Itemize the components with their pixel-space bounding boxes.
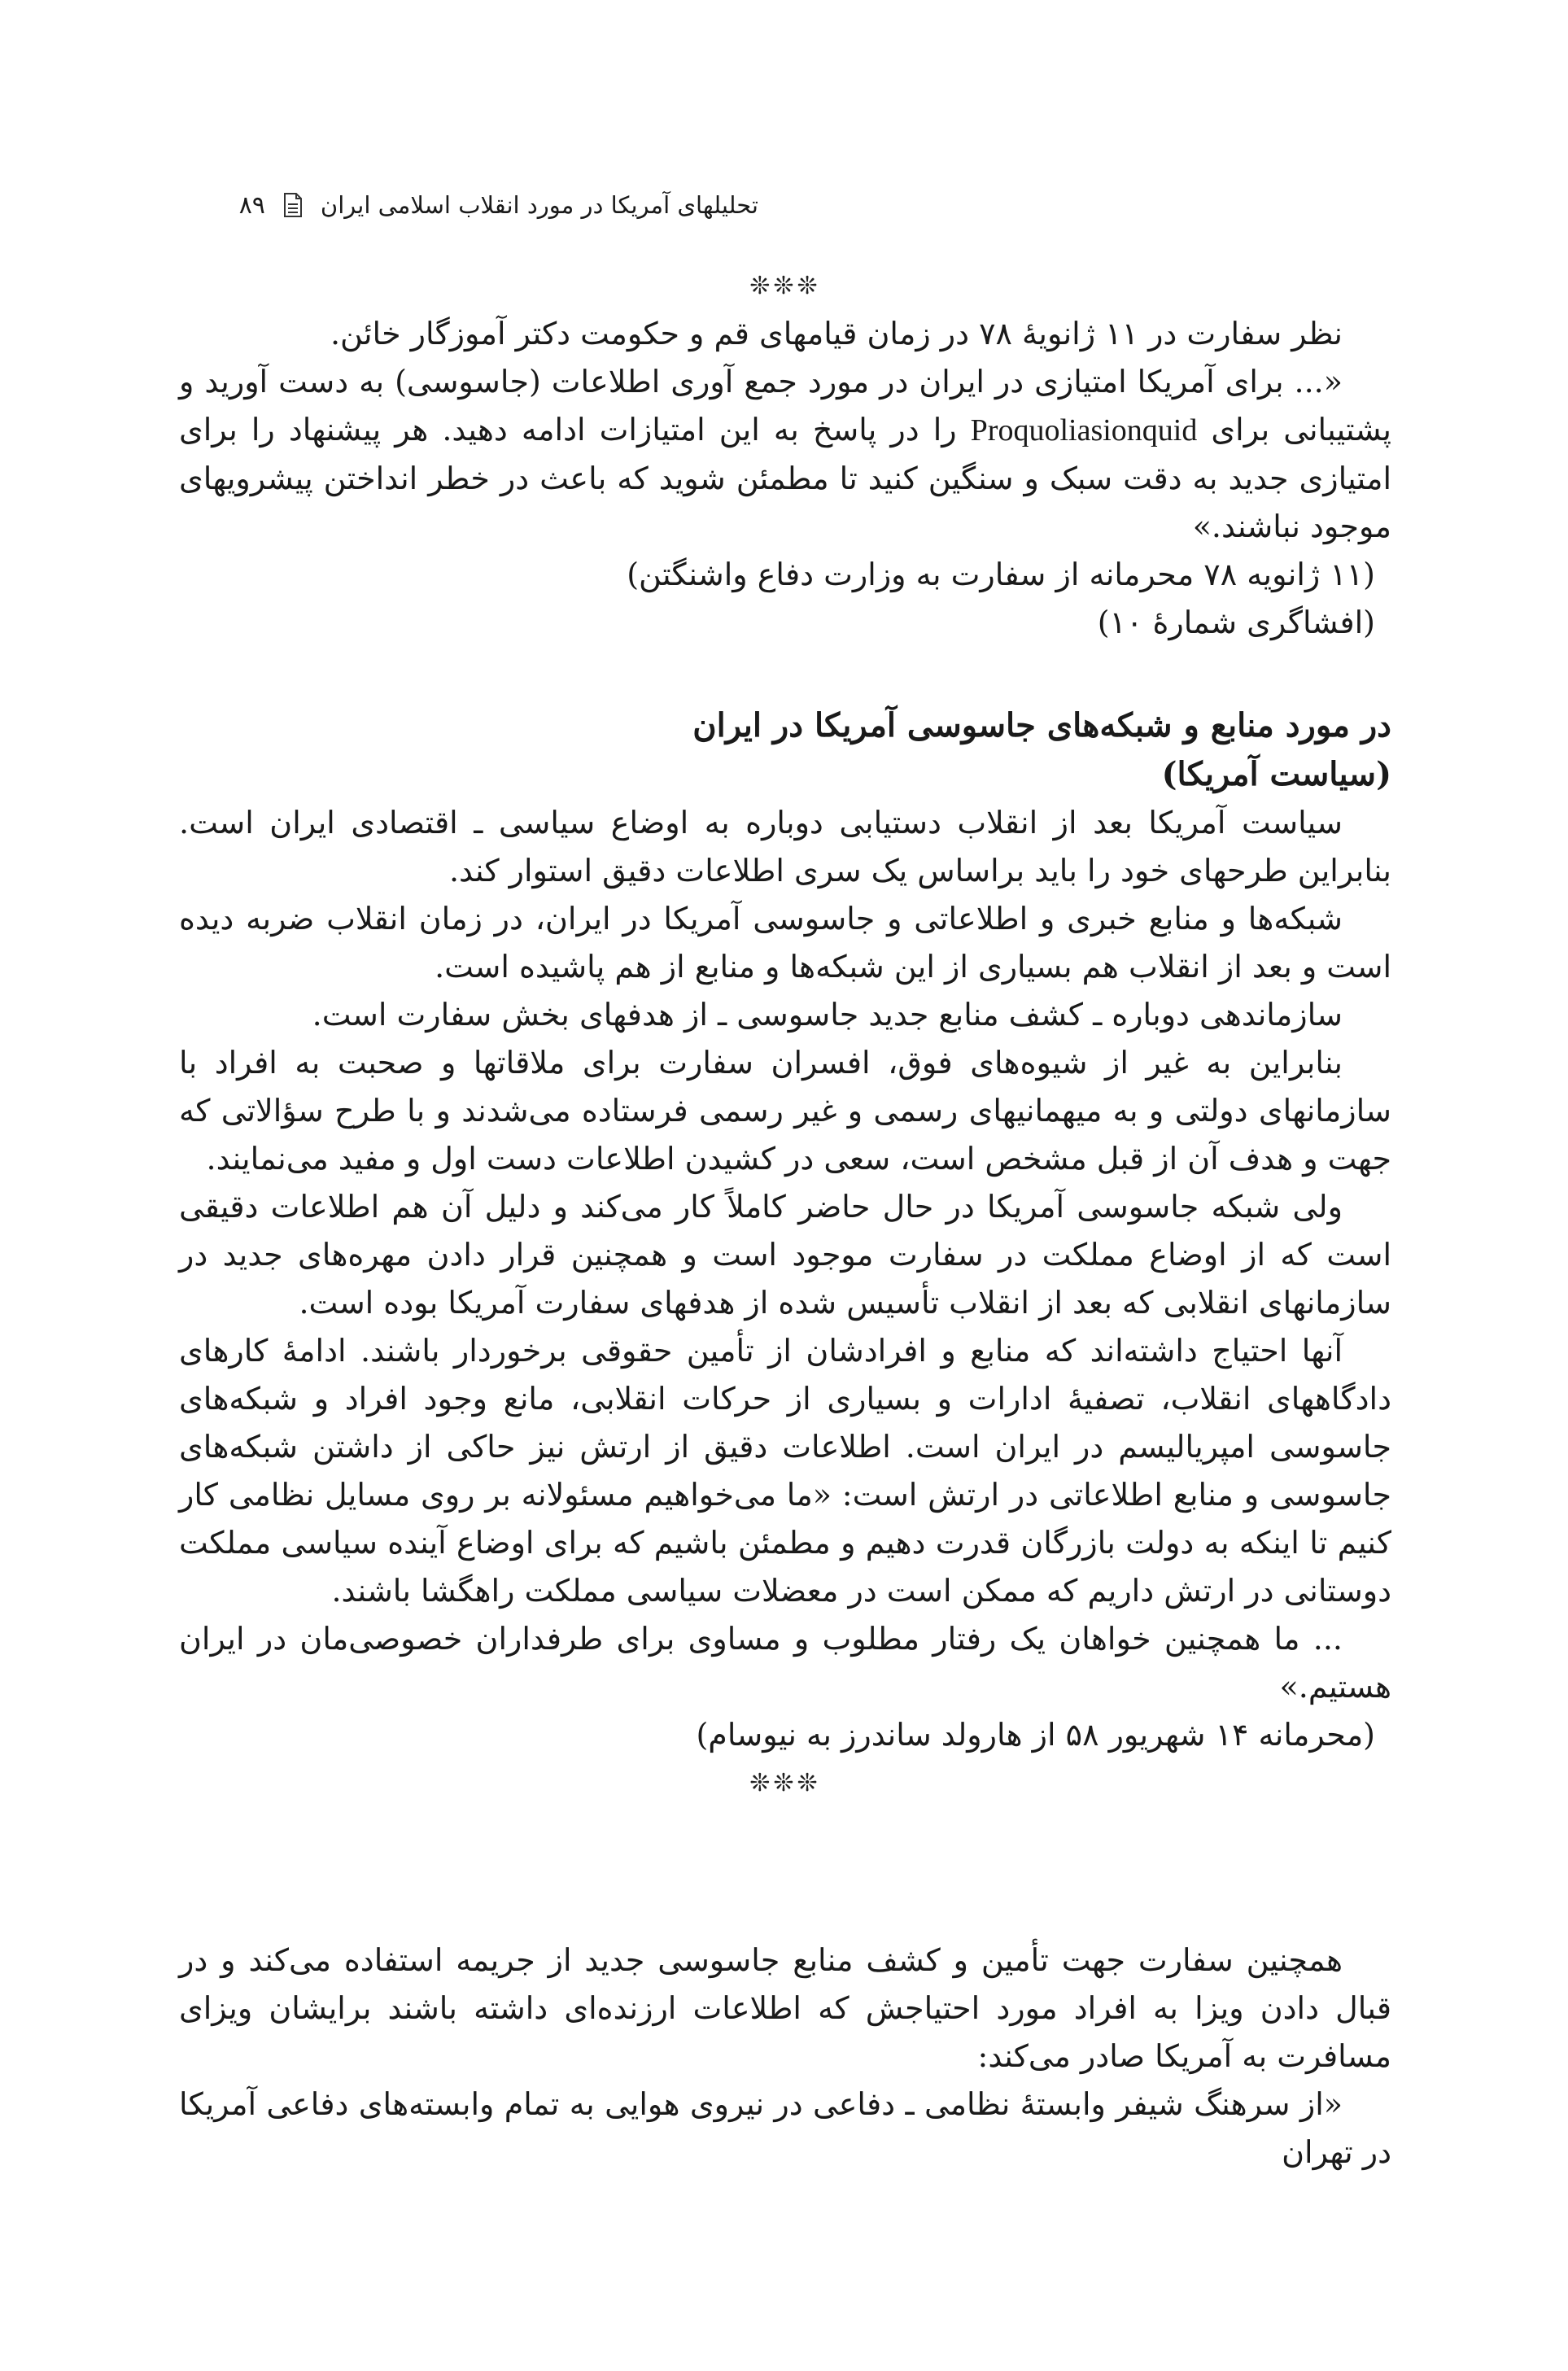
running-header <box>163 181 758 229</box>
section-reference: (محرمانه ۱۴ شهریور ۵۸ از هارولد ساندرز به نیوسام) <box>696 1717 1375 1753</box>
block-visa-policy <box>179 1937 1391 2177</box>
paragraph: شبکه‌ها و منابع خبری و اطلاعاتی و جاسوسی آمریکا در ایران، در زمان انقلاب ضربه دیده است و بعد از انقلاب هم بسیاری از این شبکه‌ها و منابع از هم پاشیده است. <box>179 901 1391 985</box>
paragraph: آنها احتیاج داشته‌اند که منابع و افرادشان از تأمین حقوقی برخوردار باشند. ادامهٔ کارهای دادگاههای انقلاب، تصفیهٔ ادارات و بسیاری از حرکات انقلابی، مانع وجود افراد و شبکه‌های جاسوسی امپریالیسم در ایران است. اطلاعات دقیق از ارتش نیز حاکی از داشتن شبکه‌های جاسوسی و منابع اطلاعاتی در ارتش است: «ما می‌خواهیم مسئولانه بر روی مسایل نظامی کار کنیم تا اینکه به دولت بازرگان قدرت دهیم و مطمئن باشیم که برای اوضاع آینده سیاسی مملکت دوستانی در ارتش داریم که ممکن است در معضلات سیاسی مملکت راهگشا باشند. <box>179 1333 1391 1609</box>
section-heading: در مورد منابع و شبکه‌های جاسوسی آمریکا در ایران <box>692 706 1391 744</box>
intro-line: نظر سفارت در ۱۱ ژانویهٔ ۷۸ در زمان قیامهای قم و حکومت دکتر آموزگار خائن. <box>330 316 1343 352</box>
page-number: ۸۹ <box>238 190 265 220</box>
paragraph: سازماندهی دوباره ـ کشف منابع جدید جاسوسی ـ از هدفهای بخش سفارت است. <box>312 997 1343 1033</box>
paragraph: ... ما همچنین خواهان یک رفتار مطلوب و مساوی برای طرفداران خصوصی‌مان در ایران هستیم.» <box>179 1621 1391 1705</box>
section-subheading: (سیاست آمریکا) <box>1161 755 1391 793</box>
quote-part1: «... برای آمریکا امتیازی در ایران در مورد جمع آوری اطلاعات (جاسوسی) به دست آورید و پشتیبانی برای <box>179 364 1391 448</box>
quote-start: «از سرهنگ شیفر وابستهٔ نظامی ـ دفاعی در نیروی هوایی به تمام وابسته‌های دفاعی آمریکا در تهران <box>179 2086 1391 2170</box>
quote-part2: را در پاسخ به این امتیازات ادامه دهید. هر پیشنهاد را برای امتیازی جدید به دقت سبک و سنگین کنید تا مطمئن شوید که باعث در خطر انداختن پیشرویهای موجود نباشند.» <box>179 412 1391 544</box>
document-icon <box>283 193 303 217</box>
latin-term: Proquoliasionquid <box>970 413 1198 448</box>
quote-paragraph <box>179 358 1391 551</box>
separator: ❊❊❊ <box>749 1769 821 1797</box>
paragraph: ولی شبکه جاسوسی آمریکا در حال حاضر کاملاً کار می‌کند و دلیل آن هم اطلاعات دقیقی است که از اوضاع مملکت در سفارت موجود است و همچنین قرار دادن مهره‌های جدید در سازمانهای انقلابی که بعد از انقلاب تأسیس شده از هدفهای سفارت آمریکا بوده است. <box>179 1189 1391 1321</box>
paragraph: بنابراین به غیر از شیوه‌های فوق، افسران سفارت برای ملاقاتها و صحبت به افراد با سازمانهای دولتی و به میهمانیهای رسمی و غیر رسمی فرستاده می‌شدند و با طرح سؤالاتی که جهت و هدف آن از قبل مشخص است، سعی در کشیدن اطلاعات دست اول و مفید می‌نمایند. <box>179 1045 1391 1177</box>
reference-2: (افشاگری شمارهٔ ۱۰) <box>1097 605 1375 640</box>
block-embassy-opinion <box>179 262 1391 647</box>
reference-1: (۱۱ ژانویه ۷۸ محرمانه از سفارت به وزارت دفاع واشنگتن) <box>627 557 1375 592</box>
paragraph: سیاست آمریکا بعد از انقلاب دستیابی دوباره به اوضاع سیاسی ـ اقتصادی ایران است. بنابراین طرحهای خود را باید براساس یک سری اطلاعات دقیق استوار کند. <box>179 805 1391 889</box>
section-spy-networks <box>179 701 1391 1807</box>
paragraph: همچنین سفارت جهت تأمین و کشف منابع جاسوسی جدید از جریمه استفاده می‌کند و در قبال دادن ویزا به افراد مورد احتیاجش که اطلاعات ارزنده‌ای داشته باشند برایشان ویزای مسافرت به آمریکا صادر می‌کند: <box>179 1942 1391 2074</box>
running-title: تحلیلهای آمریکا در مورد انقلاب اسلامی ایران <box>320 191 758 219</box>
separator: ❊❊❊ <box>749 272 821 300</box>
